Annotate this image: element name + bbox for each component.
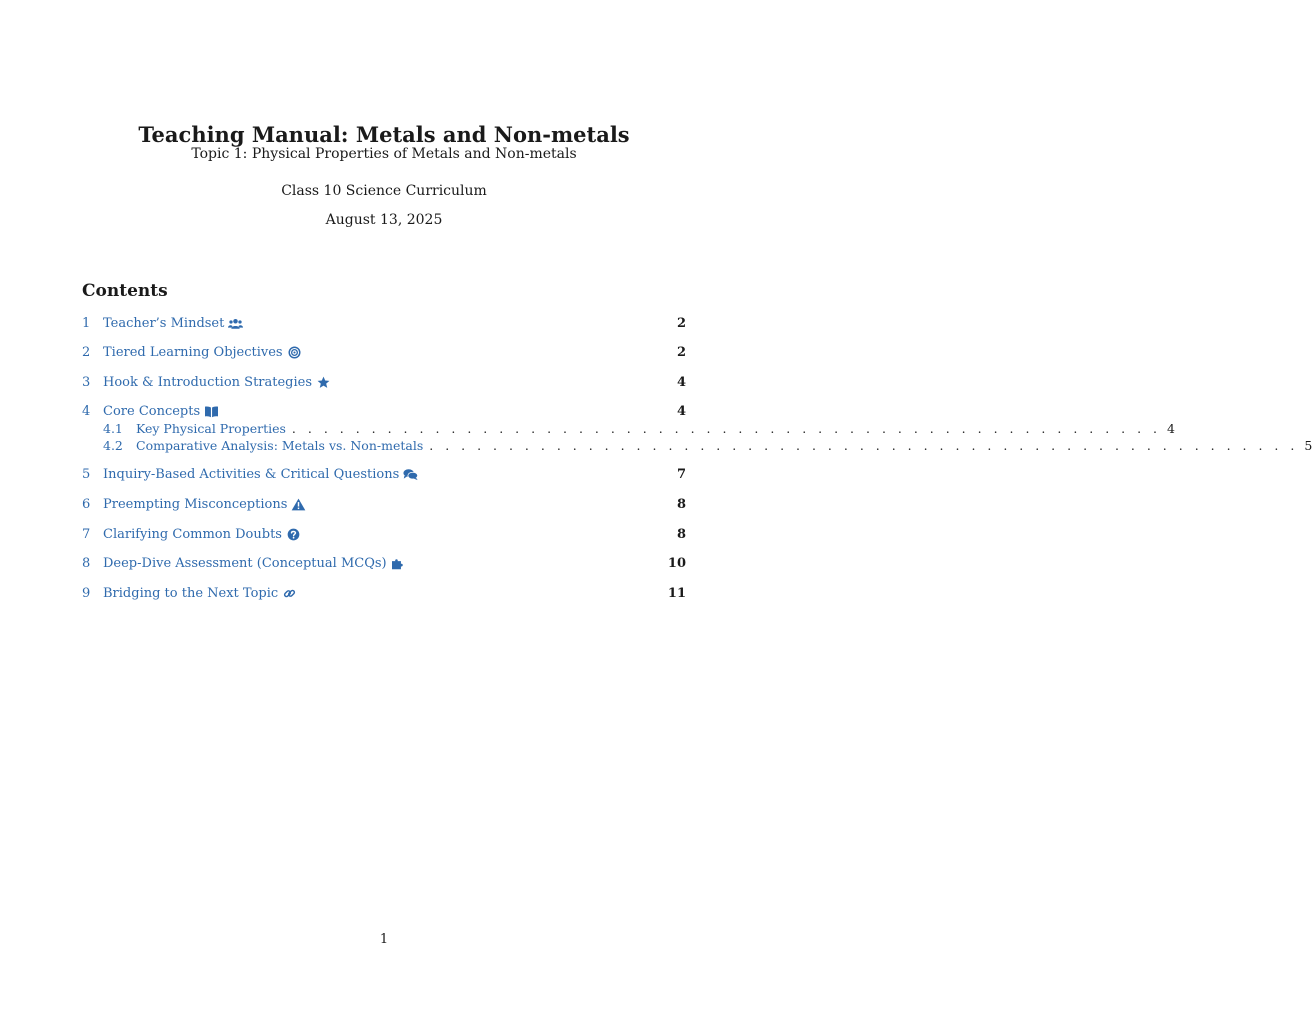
toc-entry-link[interactable] (103, 586, 297, 601)
toc-page-number: 5 (1304, 438, 1312, 453)
toc-entry-9[interactable] (82, 583, 686, 603)
toc-entry-5[interactable] (82, 464, 686, 484)
toc-entry-label[interactable]: Deep-Dive Assessment (Conceptual MCQs) (103, 555, 387, 571)
toc-entry-label[interactable]: Tiered Learning Objectives (103, 344, 283, 360)
toc-entry-1[interactable] (82, 313, 686, 333)
toc-page-number: 2 (676, 315, 686, 331)
document-subtitle: Topic 1: Physical Properties of Metals and Non-metals (191, 146, 577, 162)
toc-entry-number[interactable]: 4 (82, 403, 91, 419)
toc-entry-label[interactable]: Preempting Misconceptions (103, 496, 288, 512)
toc-entry-number[interactable]: 5 (82, 466, 91, 482)
toc-entry-link[interactable] (103, 375, 331, 390)
toc-page-number: 4 (676, 374, 686, 390)
link-icon (282, 587, 297, 600)
toc-entry-link[interactable] (103, 527, 301, 542)
toc-entry-number[interactable]: 9 (82, 585, 91, 601)
toc-page-number: 4 (676, 403, 686, 419)
toc-entry-number[interactable]: 4.1 (103, 421, 123, 436)
document-date: August 13, 2025 (325, 212, 443, 228)
toc-subentry-4-1[interactable] (103, 420, 1175, 437)
toc-entry-number[interactable]: 6 (82, 496, 91, 512)
bullseye-icon (287, 346, 302, 359)
toc-entry-number[interactable]: 2 (82, 344, 91, 360)
puzzle-icon (391, 557, 406, 570)
toc-entry-number[interactable]: 8 (82, 555, 91, 571)
toc-page-number: 10 (667, 555, 686, 571)
toc-entry-6[interactable] (82, 494, 686, 514)
toc-subentry-4-2[interactable] (103, 437, 1312, 454)
toc-page-number: 2 (676, 344, 686, 360)
question-circle-icon (286, 528, 301, 541)
toc-page-number: 8 (676, 526, 686, 542)
contents-heading: Contents (82, 281, 168, 301)
toc-entry-link[interactable] (103, 316, 243, 331)
toc-entry-label[interactable]: Clarifying Common Doubts (103, 526, 282, 542)
toc-entry-label[interactable]: Hook & Introduction Strategies (103, 374, 313, 390)
book-open-icon (204, 405, 219, 418)
toc-page-number: 8 (676, 496, 686, 512)
users-icon (228, 317, 243, 330)
toc-entry-link[interactable] (103, 467, 418, 482)
toc-entry-4[interactable] (82, 401, 686, 421)
toc-entry-7[interactable] (82, 524, 686, 544)
toc-entry-label[interactable]: Core Concepts (103, 403, 201, 419)
toc-entry-label[interactable]: Inquiry-Based Activities & Critical Questions (103, 466, 400, 482)
toc-entry-number[interactable]: 1 (82, 315, 91, 331)
toc-leader-dots: . . . . . . . . . . . . . . . . . . . . . . . . . . . . . . . . . . . . . . . . . . . . . . . . . . . . . . . (291, 421, 1162, 436)
toc-entry-number[interactable]: 7 (82, 526, 91, 542)
toc-entry-label[interactable]: Key Physical Properties (136, 421, 286, 436)
warning-icon (291, 498, 306, 511)
toc-page-number: 11 (667, 585, 686, 601)
toc-entry-link[interactable] (103, 345, 302, 360)
toc-leader-dots: . . . . . . . . . . . . . . . . . . . . . . . . . . . . . . . . . . . . . . . . . . . . . . . . . . . . . . . (429, 438, 1299, 453)
toc-entry-label[interactable]: Teacher’s Mindset (103, 315, 225, 331)
toc-entry-label[interactable]: Comparative Analysis: Metals vs. Non-metals (136, 438, 424, 453)
toc-entry-8[interactable] (82, 553, 686, 573)
star-icon (316, 376, 331, 389)
toc-entry-3[interactable] (82, 372, 686, 392)
toc-entry-number[interactable]: 3 (82, 374, 91, 390)
document-author: Class 10 Science Curriculum (281, 183, 487, 199)
document-title: Teaching Manual: Metals and Non-metals (138, 122, 630, 147)
toc-page-number: 4 (1167, 421, 1175, 436)
toc-entry-number[interactable]: 4.2 (103, 438, 123, 453)
toc-entry-link[interactable] (103, 556, 406, 571)
toc-page-number: 7 (676, 466, 686, 482)
toc-entry-link[interactable] (103, 404, 219, 419)
page-number: 1 (379, 932, 389, 947)
toc-entry-label[interactable]: Bridging to the Next Topic (103, 585, 279, 601)
toc-entry-2[interactable] (82, 342, 686, 362)
toc-entry-link[interactable] (103, 497, 306, 512)
comments-icon (403, 468, 418, 481)
